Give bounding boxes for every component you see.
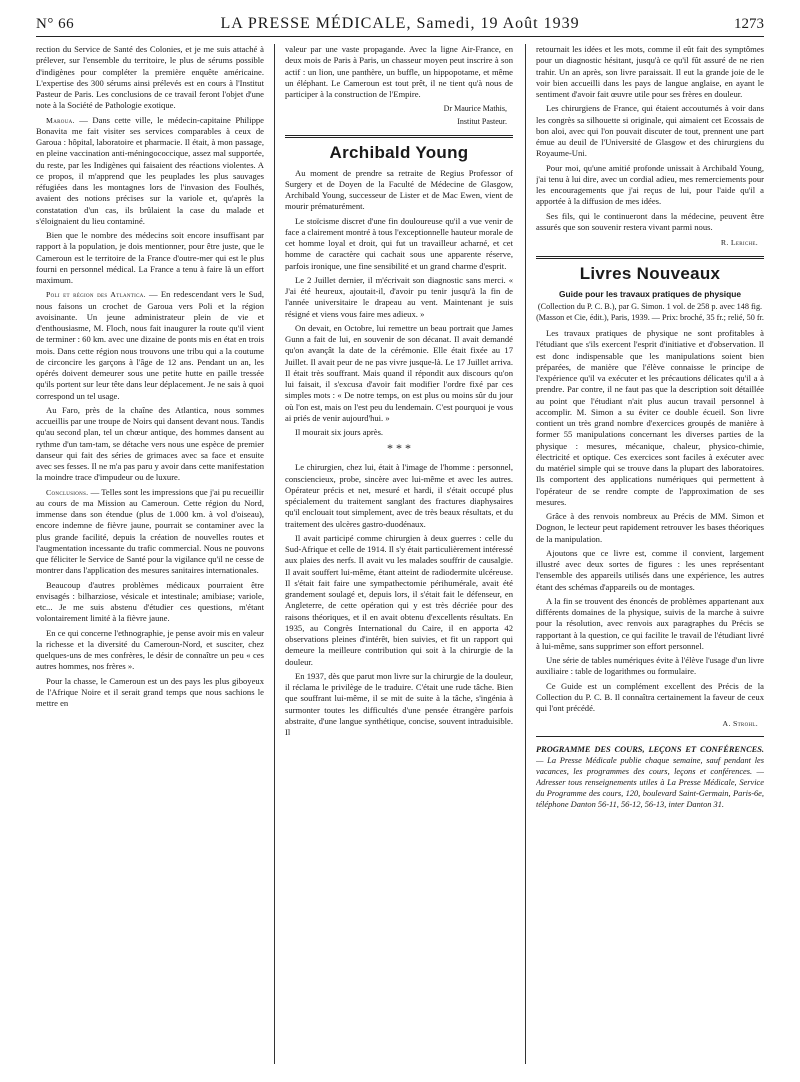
programme-heading: PROGRAMME DES COURS, LEÇONS ET CONFÉRENCES. xyxy=(536,744,764,754)
signature-name: Dr Maurice Mathis, xyxy=(443,104,507,114)
section-separator xyxy=(285,135,513,138)
paragraph: Ses fils, qui le continueront dans la médecine, peuvent être assurés que son souvenir restera vivant parmi nous. xyxy=(536,210,764,232)
section-separator xyxy=(536,736,764,737)
page-number: 1273 xyxy=(734,16,764,32)
paragraph: Les travaux pratiques de physique ne sont profitables à l'étudiant que s'ils exercent l'esprit d'initiative et d'observation. Il est donc indispensable que les manipulations soient bien préparées, de manière que l'élève connaisse le principe de l'expérience qu'il va exécuter et les précautions délicates qu'il a à prendre. Par contre, il ne faut pas que la description soit détaillée au point que l'étudiant n'ait plus aucun travail personnel à accomplir. M. Simon a su éviter ce double écueil. Son livre contient un très grand nombre d'exercices groupés de manière à former 55 manipulations concernant les diverses parties de la physique : mesures, mécanique, chaleur, physico-chimie, électricité et optique. Ces exercices sont faciles à exécuter avec du matériel simple qui se trouve dans la plupart des laboratoires. Ils comportent des applications numériques qui permettent à l'opérateur de se rendre compte de l'approximation de ses mesures. xyxy=(536,328,764,507)
paragraph: rection du Service de Santé des Colonies, et je me suis attaché à prélever, sur l'ensemble du territoire, le plus de sérums possible d'indigènes pour compléter la première enquête américaine. L'expertise des 300 sérums ainsi prélevés est en cours à l'Institut Pasteur de Paris. Les conclusions de ce travail feront l'objet d'une note à la Société de Pathologie exotique. xyxy=(36,44,264,111)
page-header xyxy=(36,14,764,37)
programme-text: — La Presse Médicale publie chaque semaine, sauf pendant les vacances, les programmes des cours, leçons et conférences. — Adresser tous renseignements utiles à La Presse Médicale, Service du Programme des cours, 120, boulevard Saint-Germain, Paris-6e, téléphone Danton 56-11, 56-12, 56-13, inter Danton 31. xyxy=(536,755,764,809)
section-lead: Maroua. xyxy=(46,115,75,125)
section-stars: * * * xyxy=(387,441,411,456)
signature: R. Leriche. xyxy=(720,238,758,247)
paragraph: En ce qui concerne l'ethnographie, je pense avoir mis en valeur la richesse et la diversité du Cameroun-Nord, et susciter, chez quelques-uns de mes confrères, le désir de connaître un peu « ces autres hommes, nos frères ». xyxy=(36,627,264,672)
paragraph-text: — En redescendant vers le Sud, nous faisons un crochet de Garoua vers Poli et la région avoisinante. Un jeune administrateur plein de vie et d'enthousiasme, M. Floch, nous fait inaugurer la route qu'il vient de terminer : 60 km. avec une dizaine de ponts mis en état en trois mois. Dans cette région nous trouvons une tribu qui a la coutume de circoncire les garçons à l'âge de 12 ans. Pendant un an, les opérés doivent demeurer sous une petite hutte en paille tressée qu'ils portent sur leur tête dans leur déplacement. Je ne sais à quoi correspond un tel usage. xyxy=(36,289,264,401)
column-1 xyxy=(36,44,264,1069)
paragraph: Il mourait six jours après. xyxy=(295,427,384,437)
issue-number: N° 66 xyxy=(36,16,75,32)
paragraph: Une série de tables numériques évite à l'élève l'usage d'un livre auxiliaire : table de logarithmes ou formulaire. xyxy=(536,655,764,677)
section-title: Livres Nouveaux xyxy=(579,264,721,284)
paragraph: Au moment de prendre sa retraite de Regius Professor of Surgery et de Doyen de la Faculté de Médecine de Glasgow, Archibald Young, successeur de Lister et de Mac Ewen, vient de mourir prématurément. xyxy=(285,167,513,212)
paragraph: Ce Guide est un complément excellent des Précis de la Collection du P. C. B. Il connaîtra certainement la faveur de ceux qui l'ont précédé. xyxy=(536,680,764,713)
paragraph: Il avait participé comme chirurgien à deux guerres : celle du Sud-Afrique et celle de 1914. Il s'y était particulièrement intéressé aux plaies des nerfs. Il avait vu les malades souffrir de causalgie. Il avait souffert lui-même, étant atteint de radiodermite ulcéreuse. Il s'était fait faire une sympathectomie périhumérale, avait été grandement soulagé et, depuis lors, il s'était fait le défenseur, en Angleterre, de cette opération qui y est très décriée pour des raisons théoriques, et il en avait obtenu d'excellents résultats. En 1935, au Congrès International du Caire, il en apporta 42 observations pleines d'intérêt, bien suivies, et fit un rapport qui demeure la meilleure contribution qui soit à la chirurgie de la douleur. xyxy=(285,532,513,667)
section-lead: Poli et région des Atlantica. xyxy=(46,290,146,300)
paragraph: Bien que le nombre des médecins soit encore insuffisant par rapport à la population, je dois mentionner, pour être juste, que le Cameroun est le territoire de la France d'outre-mer qui est le plus fourni en personnel médical. La France a tenu à faire là un effort maximum. xyxy=(36,230,264,285)
column-divider xyxy=(525,44,526,1064)
column-2 xyxy=(285,44,513,1069)
book-meta: (Collection du P. C. B.), par G. Simon. 1 vol. de 258 p. avec 148 fig. (Masson et Cie, édit.), Paris, 1939. — Prix: broché, 35 fr.; relié, 50 fr. xyxy=(536,302,764,322)
paragraph: Le 2 Juillet dernier, il m'écrivait son diagnostic sans merci. « J'ai été heureux, ajoutait-il, d'avoir pu tenir jusqu'à la fin de l'année universitaire le drapeau au vent. Maintenant je suis résigné et viens vous faire mes adieux. » xyxy=(285,274,513,319)
paragraph: On devait, en Octobre, lui remettre un beau portrait que James Gunn a fait de lui, en souvenir de son décanat. Il avait demandé qu'on avançât la date de la cérémonie. Elle était fixée au 17 Juillet. Il avait peur de ne pas vivre jusque-là. Le 17 Juillet arriva. Il était très souffrant. Mais quand il répondit aux discours qu'on lui faisait, il s'excusa d'avoir fait modifier l'ordre fixé par ces simples mots : « De notre temps, on est plus ou moins sûr du jour où l'on est, mais on l'est peu du lendemain. C'est pourquoi je vous ai priés de venir aujourd'hui. » xyxy=(285,322,513,423)
paragraph xyxy=(36,289,264,402)
column-divider xyxy=(274,44,275,1064)
signature-institution: Institut Pasteur. xyxy=(457,117,507,127)
section-lead: Conclusions. xyxy=(46,487,89,497)
paragraph: Beaucoup d'autres problèmes médicaux pourraient être envisagés : bilharziose, vésicale et intestinale; amibiase; variole, etc... Je me suis abstenu d'étudier ces questions, m'étant volontairement limité à la fièvre jaune. xyxy=(36,579,264,624)
paragraph: valeur par une vaste propagande. Avec la ligne Air-France, en deux mois de Paris à Paris, un chasseur moyen peut inscrire à son actif : un lion, une panthère, un buffle, un hippopotame, et même un éléphant. Le Cameroun est tout prêt, il ne tient qu'à nous de participer à la construction de l'Empire. xyxy=(285,44,513,99)
paragraph: Les chirurgiens de France, qui étaient accoutumés à voir dans les congrès sa silhouette si originale, qui aimaient cet Ecossais de bon aloi, avec qui l'on pouvait discuter de tout, prennent une part émue au deuil de l'Université de Glasgow et des chirurgiens du Royaume-Uni. xyxy=(536,103,764,159)
journal-title: LA PRESSE MÉDICALE, Samedi, 19 Août 1939 xyxy=(220,15,580,32)
paragraph: Ajoutons que ce livre est, comme il convient, largement illustré avec deux sortes de figures : les unes représentant l'ensemble des appareils utilisés dans une expérience, les autres étant des schémas d'appareils ou de montages. xyxy=(536,547,764,592)
signature: A. Strohl. xyxy=(722,719,758,729)
paragraph xyxy=(36,115,264,228)
paragraph: En 1937, dès que parut mon livre sur la chirurgie de la douleur, il réclama le privilège de le traduire. C'était une rude tâche. Bien que souffrant lui-même, il se mit de suite à la tâche, s'ingénia à surmonter toutes les difficultés d'une pensée étrangère parfois abstraite, d'une langue synthétique, concise, souvent intraduisible. Il xyxy=(285,670,513,737)
paragraph: retournait les idées et les mots, comme il eût fait des symptômes pour un diagnostic hésitant, jusqu'à ce qu'il fût assuré de ne rien trahir. Un an après, son livre paraissait. Il eut la grande joie de le voir bien accueilli dans les pays de langue anglaise, en ayant le sentiment d'avoir fait œuvre utile pour ses frères en douleur. xyxy=(536,44,764,99)
paragraph: Pour la chasse, le Cameroun est un des pays les plus giboyeux de l'Afrique Noire et il serait grand temps que nous sachions le mettre en xyxy=(36,675,264,708)
section-separator xyxy=(536,256,764,259)
paragraph xyxy=(36,487,264,577)
paragraph-text: — Telles sont les impressions que j'ai pu recueillir au cours de ma Mission au Cameroun. Cette région du Nord, immense dans son étendue (plus de 1.000 km. à vol d'oiseau), encore indemne de fièvre jaune, pourrait se contaminer avec la plus grande facilité, depuis la création de nouvelles routes et l'augmentation incessante du trafic commercial. Nous ne pouvons que féliciter le Service de Santé pour la vigilance qu'il ne cesse de montrer dans l'application des mesures sanitaires internationales. xyxy=(36,486,264,576)
paragraph: A la fin se trouvent des énoncés de problèmes appartenant aux différents domaines de la physique, suivis de la marche à suivre pour la résolution, avec renvois aux paragraphes du Précis se rapportant à la question, ce qui facilite le travail de l'étudiant livré à lui-même, sans supprimer son effort personnel. xyxy=(536,595,764,651)
article-title: Archibald Young xyxy=(329,143,469,163)
paragraph: Le stoïcisme discret d'une fin douloureuse qu'il a vue venir de face a clairement montré à tous l'exceptionnelle hauteur morale de cet homme loyal et droit, qui fut un travailleur acharné, et cet homme de caractère qui cachait sous une apparente réserve, parfois ironique, une fine sensibilité et un grand charme d'esprit. xyxy=(285,215,513,271)
paragraph: Au Faro, près de la chaîne des Atlantica, nous sommes accueillis par une troupe de Noirs qui dansent devant nous. Tandis qu'au second plan, tel un chœur antique, des hommes dansent au rythme d'un tam-tam, se détache vers nous une espèce de premier danseur qui fait des séries de grimaces avec sa face et ensuite avec ses fesses. Il ne m'a pas paru y avoir dans cette manifestation la moindre trace d'impudeur ou de luxure. xyxy=(36,404,264,483)
column-3 xyxy=(536,44,764,1069)
book-title: Guide pour les travaux pratiques de physique xyxy=(559,288,741,299)
programme-notice xyxy=(536,744,764,810)
paragraph: Pour moi, qu'une amitié profonde unissait à Archibald Young, j'ai tenu à lui dire, avec un cordial adieu, mes remerciements pour les encouragements que j'ai reçus de lui, pour l'aide qu'il a apportée à la diffusion de mes idées. xyxy=(536,162,764,207)
paragraph: Grâce à des renvois nombreux au Précis de MM. Simon et Dognon, le lecteur peut rapidement retrouver les bases théoriques de la manipulation. xyxy=(536,511,764,544)
paragraph-text: — Dans cette ville, le médecin-capitaine Philippe Bonavita me fait visiter ses services comparables à ceux de Garoua : hôpital, laboratoire et pharmacie. Il était, à mon passage, en pleine vaccination anti-méningococcique, assez mal supportée, du reste, par les Indigènes qui faisaient des réactions violentes. A ce propos, il m'apprend que les peuplades les plus sauvages réfugiées dans les montagnes lors de l'invasion des Foulhés, avaient des notions précises sur la variole et, qu'après la constatation d'un cas, ils brûlaient la case du malade et s'éloignaient du lieu contaminé. xyxy=(36,114,264,226)
paragraph: Le chirurgien, chez lui, était à l'image de l'homme : personnel, consciencieux, probe, sincère avec lui-même et avec les autres. Opérateur précis et net, mesuré et hardi, il s'était occupé plus spécialement du traitement sanglant des fractures diaphysaires qu'il enclouait tout simplement, avec de très beaux résultats, et du traitement des ulcères gastro-duodénaux. xyxy=(285,462,513,529)
